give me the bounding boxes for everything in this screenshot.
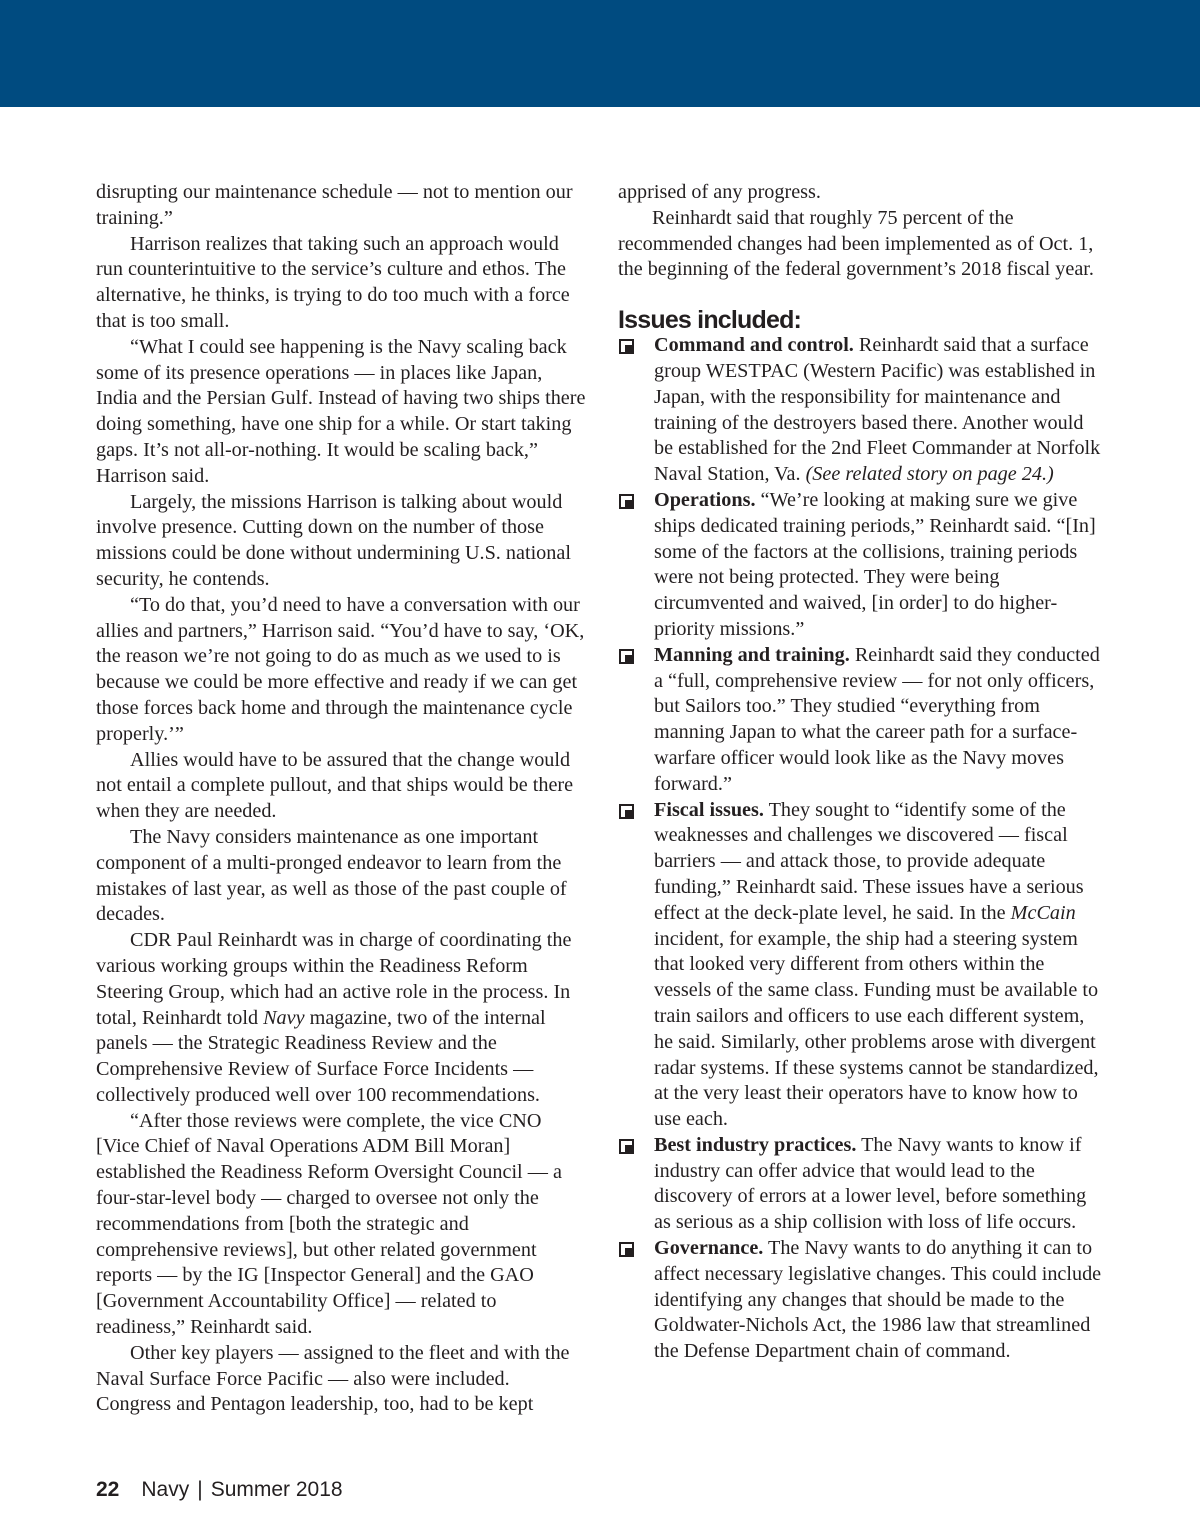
footer-separator: | bbox=[197, 1478, 203, 1501]
item-text: Reinhardt said they conducted a “full, comprehensive review — for not only officers, but Sailors too.” They studied “everything from manning Japan to what the career path for a surface-warfare officer would look like as the Navy moves forward.” bbox=[654, 643, 1100, 795]
publication-name: Navy bbox=[141, 1478, 190, 1501]
paragraph-text: CDR Paul Reinhardt was in charge of coordinating the various working groups within the Readiness Reform Steering Group, which had an active role in the process. In total, Reinhardt told bbox=[96, 929, 572, 1029]
list-item bbox=[618, 488, 1104, 643]
issues-heading: Issues included: bbox=[618, 306, 802, 335]
page-footer bbox=[96, 1475, 343, 1505]
issue-date: Summer 2018 bbox=[210, 1478, 343, 1501]
paragraph-text: magazine, two of the internal panels — the Strategic Readiness Review and the Comprehensive Review of Surface Force Incidents — collectively produced well over 100 recommendations. bbox=[96, 1006, 546, 1106]
item-title: Operations. bbox=[654, 488, 756, 511]
list-item bbox=[618, 333, 1104, 488]
list-item bbox=[618, 798, 1104, 1133]
checkbox-bullet-icon bbox=[619, 339, 634, 354]
paragraph: Harrison realizes that taking such an approach would run counterintuitive to the service’s culture and ethos. The alternative, he thinks, is trying to do too much with a force that is too small. bbox=[96, 232, 570, 332]
item-text: They sought to “identify some of the weaknesses and challenges we discovered — fiscal barriers — and attack those, to provide adequate funding,” Reinhardt said. These issues have a serious effect at the deck-plate level, he said. In the bbox=[654, 798, 1084, 924]
checkbox-bullet-icon bbox=[619, 1242, 634, 1257]
item-text: The Navy wants to know if industry can offer advice that would lead to the discovery of errors at a lower level, before something as serious as a ship collision with loss of life occurs. bbox=[654, 1133, 1087, 1234]
checkbox-bullet-icon bbox=[619, 649, 634, 664]
item-italic: (See related story on page 24.) bbox=[805, 463, 1054, 486]
checkbox-bullet-icon bbox=[619, 804, 634, 819]
header-color-band bbox=[0, 0, 1200, 107]
item-title: Governance. bbox=[654, 1237, 764, 1260]
paragraph: Reinhardt said that roughly 75 percent of the recommended changes had been implemented as of Oct. 1, the beginning of the federal government’s 2018 fiscal year. bbox=[618, 206, 1094, 281]
paragraph: apprised of any progress. bbox=[618, 181, 821, 203]
right-column bbox=[618, 180, 1104, 1365]
list-item bbox=[618, 1133, 1104, 1236]
item-italic: McCain bbox=[1010, 901, 1076, 924]
item-text: “We’re looking at making sure we give ships dedicated training periods,” Reinhardt said. “[In] some of the factors at the collisions, training periods were not being protected. They were being circumvented and waived, [in order] to do higher-priority missions.” bbox=[654, 488, 1096, 640]
item-title: Command and control. bbox=[654, 334, 854, 357]
paragraph: Largely, the missions Harrison is talking about would involve presence. Cutting down on the number of those missions could be done without undermining U.S. national security, he contends. bbox=[96, 490, 571, 590]
paragraph: disrupting our maintenance schedule — not to mention our training.” bbox=[96, 181, 573, 229]
item-text: The Navy wants to do anything it can to affect necessary legislative changes. This could include identifying any changes that should be made to the Goldwater-Nichols Act, the 1986 law that streamlined the Defense Department chain of command. bbox=[654, 1237, 1102, 1363]
magazine-title: Navy bbox=[263, 1006, 305, 1029]
item-text: Reinhardt said that a surface group WESTPAC (Western Pacific) was established in Japan, with the responsibility for maintenance and training of the destroyers based there. Another would be established for the 2nd Fleet Commander at Norfolk Naval Station, Va. bbox=[654, 334, 1101, 486]
paragraph-reinhardt bbox=[96, 928, 586, 1109]
left-column bbox=[96, 180, 586, 1418]
list-item bbox=[618, 643, 1104, 798]
item-text-after: incident, for example, the ship had a steering system that looked very different from others within the vessels of the same class. Funding must be available to train sailors and officers to use each different system, he said. Similarly, other problems arose with divergent radar systems. If these systems cannot be standardized, at the very least their operators have to know how to use each. bbox=[654, 927, 1099, 1131]
checkbox-bullet-icon bbox=[619, 1139, 634, 1154]
item-title: Fiscal issues. bbox=[654, 798, 764, 821]
paragraph: “After those reviews were complete, the vice CNO [Vice Chief of Naval Operations ADM Bill Moran] established the Readiness Reform Oversight Council — a four-star-level body — charged to oversee not only the recommendations from [both the strategic and comprehensive reviews], but other related government reports — by the IG [Inspector General] and the GAO [Government Accountability Office] — related to readiness,” Reinhardt said. bbox=[96, 1109, 562, 1339]
checkbox-bullet-icon bbox=[619, 494, 634, 509]
paragraph: Other key players — assigned to the fleet and with the Naval Surface Force Pacific — also were included. Congress and Pentagon leadership, too, had to be kept bbox=[96, 1341, 570, 1416]
paragraph: Allies would have to be assured that the change would not entail a complete pullout, and that ships would be there when they are needed. bbox=[96, 748, 574, 823]
item-title: Manning and training. bbox=[654, 643, 850, 666]
paragraph: The Navy considers maintenance as one important component of a multi-pronged endeavor to learn from the mistakes of last year, as well as those of the past couple of decades. bbox=[96, 825, 567, 926]
paragraph: “What I could see happening is the Navy scaling back some of its presence operations — in places like Japan, India and the Persian Gulf. Instead of having two ships there doing something, have one ship for a while. Or start taking gaps. It’s not all-or-nothing. It would be scaling back,” Harrison said. bbox=[96, 335, 586, 487]
item-title: Best industry practices. bbox=[654, 1133, 857, 1156]
paragraph: “To do that, you’d need to have a conversation with our allies and partners,” Harrison said. “You’d have to say, ‘OK, the reason we’re not going to do as much as we used to is because we could be more effective and ready if we can get those forces back home and through the maintenance cycle properly.’” bbox=[96, 593, 585, 745]
page-number: 22 bbox=[96, 1478, 120, 1501]
issues-list bbox=[618, 333, 1104, 1365]
list-item bbox=[618, 1236, 1104, 1365]
